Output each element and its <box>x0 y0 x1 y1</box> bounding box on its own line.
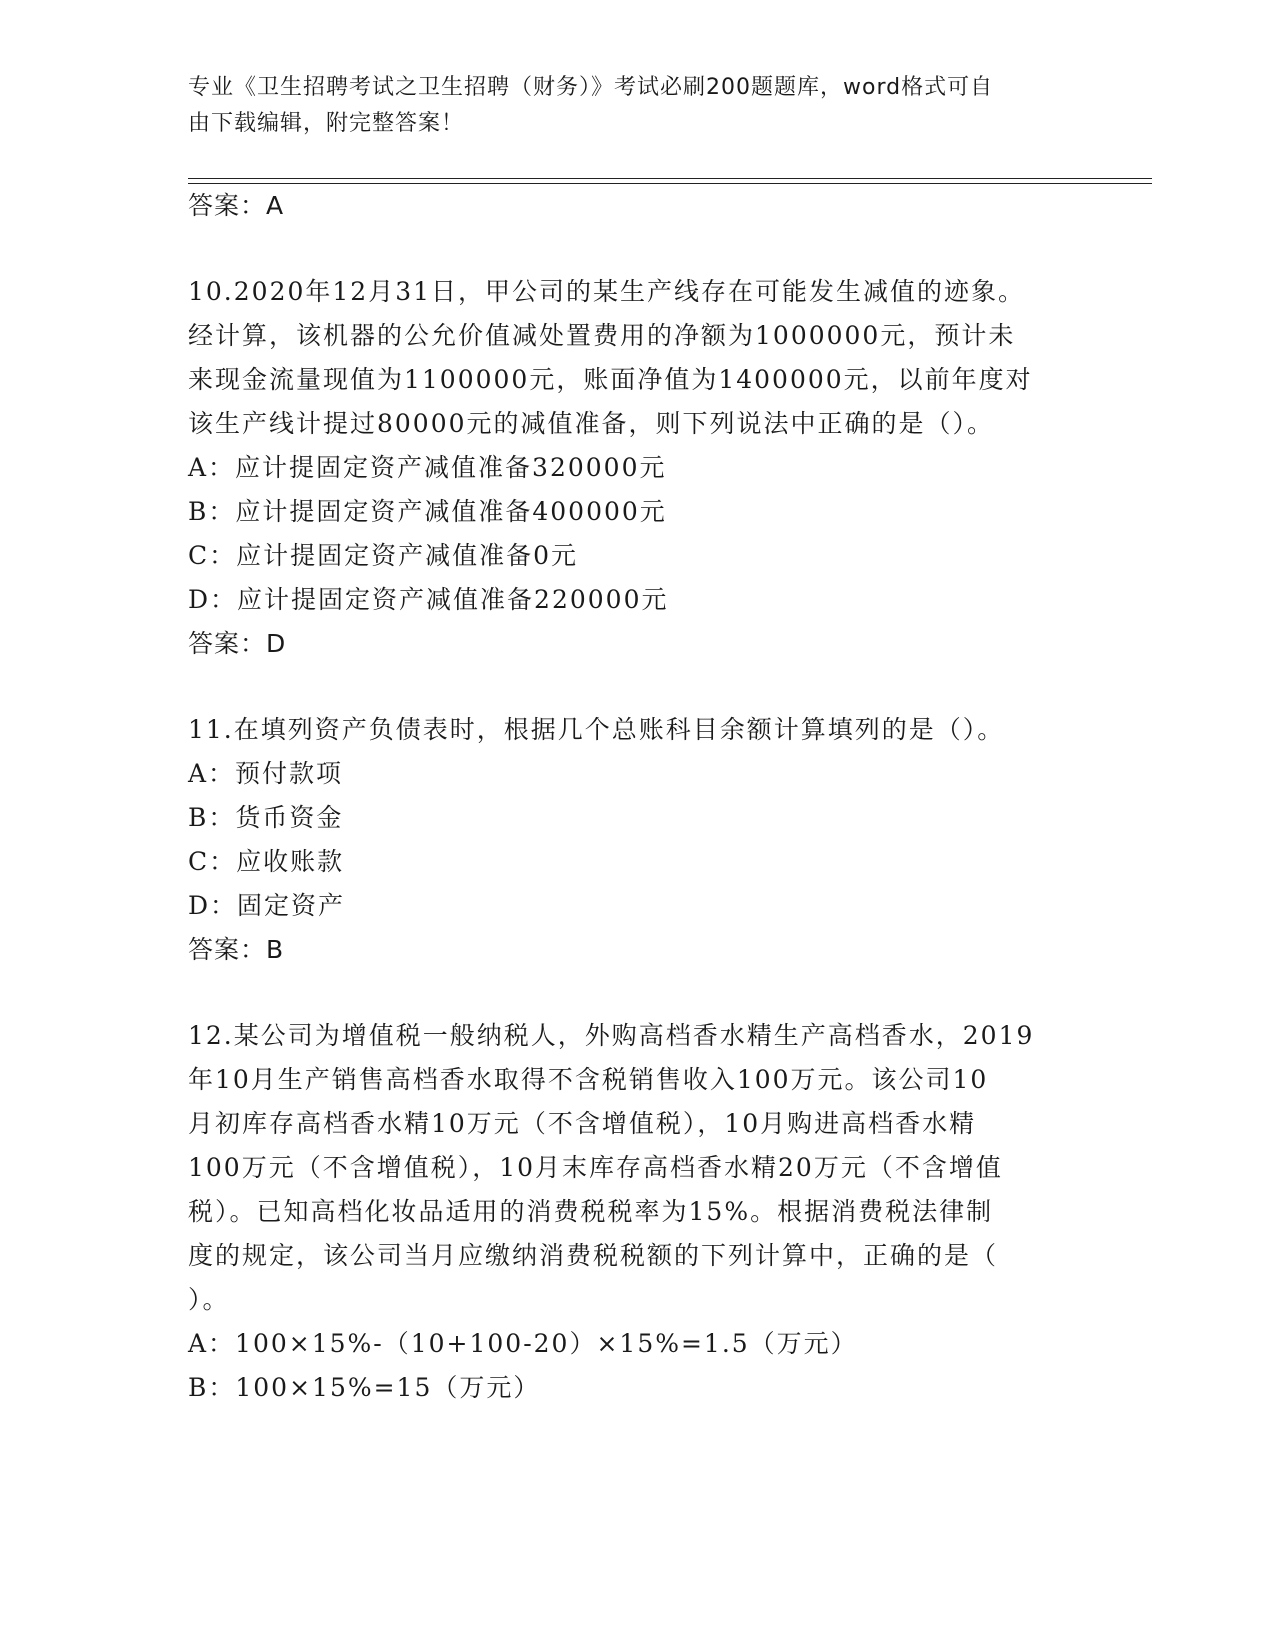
header-line-2: 由下载编辑，附完整答案！ <box>188 111 465 136</box>
document-header <box>188 70 1088 142</box>
answer-q10: 答案：D <box>188 629 287 658</box>
header-divider-top <box>188 178 1152 179</box>
question-stem-line: 来现金流量现值为1100000元，账面净值为1400000元，以前年度对 <box>188 365 1033 394</box>
option-d: D：应计提固定资产减值准备220000元 <box>188 585 669 614</box>
answer-q9: 答案：A <box>188 191 285 220</box>
question-stem-line: 税）。已知高档化妆品适用的消费税税率为15%。根据消费税法律制 <box>188 1197 994 1226</box>
answer-q11: 答案：B <box>188 935 285 964</box>
question-stem-line: 12.某公司为增值税一般纳税人，外购高档香水精生产高档香水，2019 <box>188 1021 1035 1050</box>
option-d: D：固定资产 <box>188 891 346 920</box>
option-a: A：100×15%-（10+100-20）×15%=1.5（万元） <box>188 1329 858 1358</box>
header-divider-bottom <box>188 183 1152 184</box>
option-b: B：100×15%=15（万元） <box>188 1373 541 1402</box>
option-a: A：预付款项 <box>188 759 344 788</box>
option-c: C：应收账款 <box>188 847 345 876</box>
option-c: C：应计提固定资产减值准备0元 <box>188 541 579 570</box>
question-stem-line: 10.2020年12月31日，甲公司的某生产线存在可能发生减值的迹象。 <box>188 277 1026 306</box>
header-line-1: 专业《卫生招聘考试之卫生招聘（财务）》考试必刷200题题库，word格式可自 <box>188 75 994 100</box>
question-stem-line: 100万元（不含增值税），10月末库存高档香水精20万元（不含增值 <box>188 1153 1003 1182</box>
question-stem-line: 该生产线计提过80000元的减值准备，则下列说法中正确的是（）。 <box>188 409 995 438</box>
question-stem-line: 经计算，该机器的公允价值减处置费用的净额为1000000元，预计未 <box>188 321 1016 350</box>
option-b: B：货币资金 <box>188 803 344 832</box>
question-stem-line: ）。 <box>188 1285 230 1314</box>
question-stem-line: 度的规定，该公司当月应缴纳消费税税额的下列计算中，正确的是（ <box>188 1241 999 1270</box>
question-stem-line: 月初库存高档香水精10万元（不含增值税），10月购进高档香水精 <box>188 1109 977 1138</box>
question-stem-line: 11.在填列资产负债表时，根据几个总账科目余额计算填列的是（）。 <box>188 715 1005 744</box>
option-a: A：应计提固定资产减值准备320000元 <box>188 453 667 482</box>
option-b: B：应计提固定资产减值准备400000元 <box>188 497 667 526</box>
question-stem-line: 年10月生产销售高档香水取得不含税销售收入100万元。该公司10 <box>188 1065 989 1094</box>
